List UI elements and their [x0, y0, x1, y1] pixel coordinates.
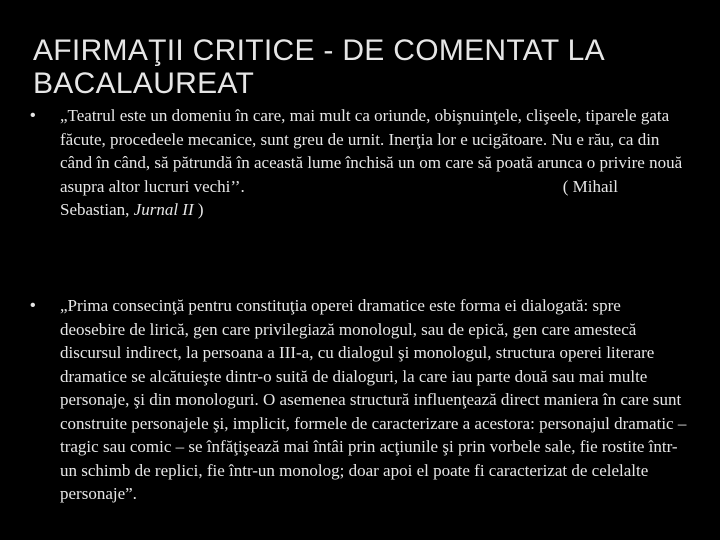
- citation-close: ): [193, 200, 204, 219]
- bullet-item-2: [30, 294, 690, 506]
- citation-work-title: Jurnal II: [133, 200, 194, 219]
- quote-text: „Teatrul este un domeniu în care, mai mult ca oriunde, obişnuinţele, clişeele, tiparele gata făcute, procedeele mecanice, sunt greu de urnit. Inerţia lor e ucigătoare. Nu e rău, ca din când în când, să pătrundă în această lume închisă un om care să poată arunca o privire nouă asupra altor lucruri vechi’’.: [60, 106, 683, 196]
- bullet-item-1: [30, 104, 690, 222]
- citation-open: ( Mihail Sebastian,: [60, 176, 618, 219]
- quote-sebastian: [60, 104, 690, 222]
- quote-dramatic-work: „Prima consecinţă pentru constituţia operei dramatice este forma ei dialogată: spre deosebire de lirică, gen care privilegiază monologul, sau de epică, gen care amestecă discursul indirect, la persoana a III-a, cu dialogul şi monologul, structura operei literare dramatice se alcătuieşte dintr-o suită de dialoguri, la care iau parte două sau mai multe personaje, şi din monologuri. O asemenea structură influenţează direct maniera în care sunt construite personajele şi, implicit, formele de caracterizare a acestora: personajul dramatic – tragic sau comic – se înfăţişează mai întâi prin acţiunile şi prin vorbele sale, fie rostite într-un schimb de replici, fie într-un monolog; doar apoi el poate fi caracterizat de celelalte personaje”.: [60, 296, 687, 503]
- bullet-dot-icon: •: [30, 297, 36, 314]
- slide-title: AFIRMAŢII CRITICE - DE COMENTAT LA BACALAUREAT: [33, 34, 604, 100]
- bullet-dot-icon: •: [30, 107, 36, 124]
